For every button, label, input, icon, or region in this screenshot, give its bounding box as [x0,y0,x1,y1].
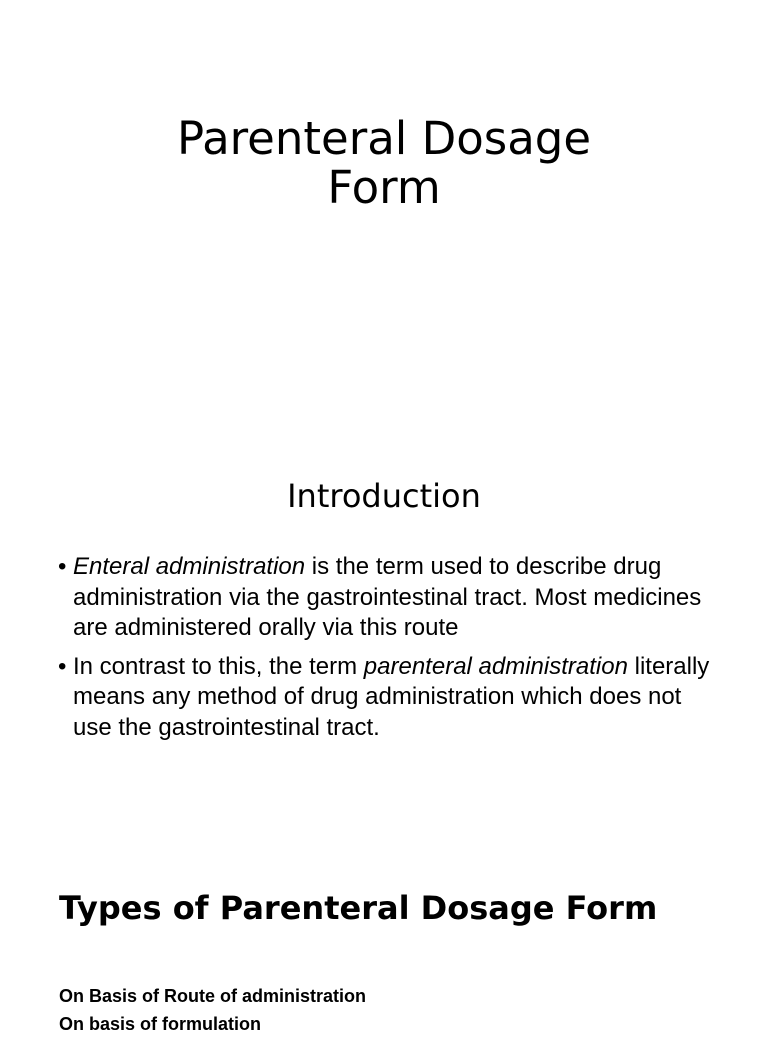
slide-title [0,114,768,212]
types-heading: Types of Parenteral Dosage Form [59,889,658,927]
bullet-item-enteral [58,552,718,644]
bullet-icon: • [58,652,67,680]
title-slide [0,0,768,440]
introduction-bullet-list [58,552,718,751]
bullet-italic-term: Enteral administration [73,553,306,580]
types-list [59,982,366,1038]
bullet-text-before: In contrast to this, the term [73,652,364,680]
types-item-route: On Basis of Route of administration [59,986,367,1006]
bullet-italic-term: parenteral administration [363,652,628,680]
slide-title-line-1: Parenteral Dosage [176,112,592,165]
bullet-text-after: literally means any method of drug administration which does not use the gastrointestinal tract. [73,652,710,741]
introduction-slide [0,440,768,840]
bullet-item-parenteral [58,652,718,744]
bullet-icon: • [58,553,67,580]
bullet-text: is the term used to describe drug administration via the gastrointestinal tract. Most medicines are administered orally via this route [73,553,702,641]
slide-title-line-2: Form [327,161,441,214]
introduction-heading: Introduction [287,477,481,515]
types-slide [0,870,768,1034]
types-item-formulation: On basis of formulation [59,1014,262,1034]
